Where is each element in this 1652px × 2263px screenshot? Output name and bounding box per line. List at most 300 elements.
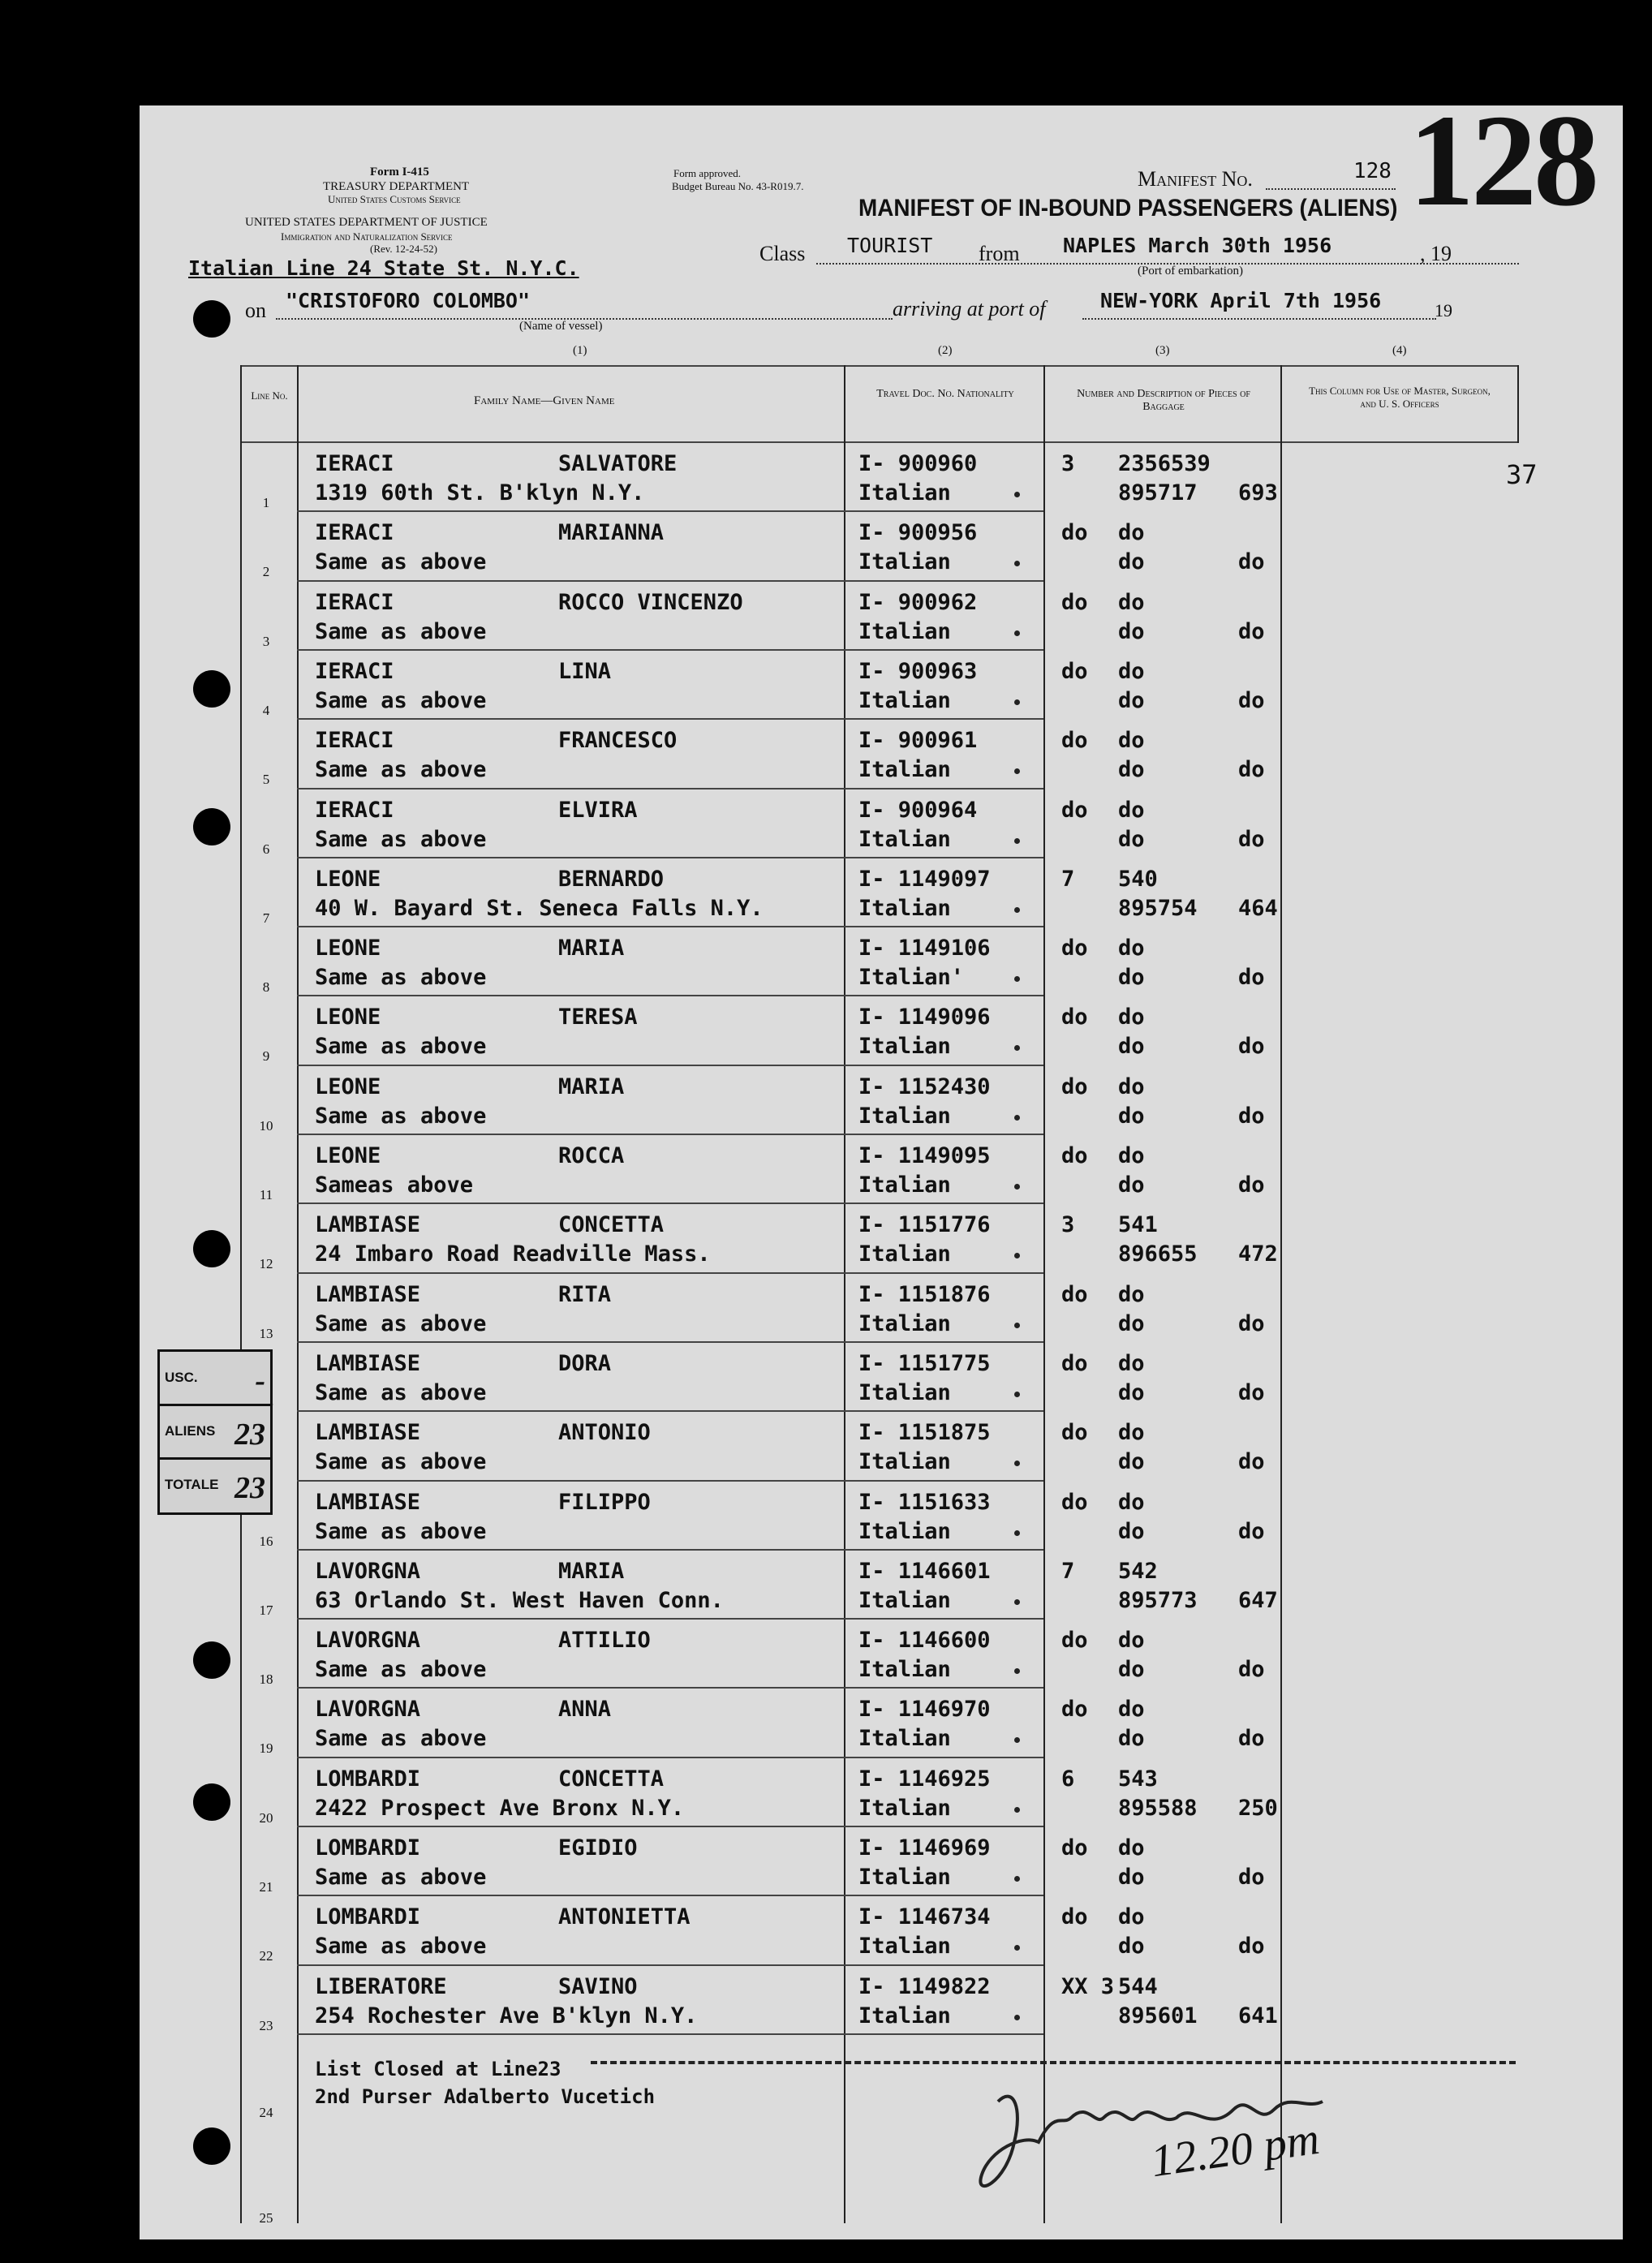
- baggage-ticket: 896655: [1118, 1241, 1198, 1267]
- closing-line-1: List Closed at Line23: [315, 2058, 561, 2080]
- baggage-weight: do: [1238, 965, 1265, 991]
- baggage-count: do: [1061, 1904, 1088, 1930]
- family-name: LAMBIASE: [315, 1281, 421, 1307]
- baggage-weight: do: [1238, 549, 1265, 575]
- line-number: 8: [262, 979, 270, 996]
- baggage-count: do: [1061, 520, 1088, 546]
- tally-usc: [160, 1352, 270, 1406]
- given-name: CONCETTA: [558, 1766, 665, 1792]
- row-divider: [297, 2033, 1043, 2035]
- baggage-count: 7: [1061, 1558, 1075, 1584]
- family-name: LEONE: [315, 1073, 381, 1099]
- family-name: IERACI: [315, 728, 394, 754]
- family-name: IERACI: [315, 797, 394, 823]
- line-number-25: 25: [259, 2210, 273, 2226]
- baggage-weight: do: [1238, 1657, 1265, 1683]
- check-dot: [1014, 630, 1020, 636]
- col-header-name: Family Name—Given Name: [474, 394, 615, 407]
- baggage-weight: 472: [1238, 1241, 1278, 1267]
- page-number: 128: [1409, 88, 1596, 234]
- baggage-ticket: 895601: [1118, 2003, 1198, 2029]
- inspector-signature: [966, 2077, 1355, 2207]
- check-dot: [1014, 1530, 1020, 1536]
- baggage-ticket: do: [1118, 1172, 1145, 1198]
- family-name: LOMBARDI: [315, 1766, 421, 1792]
- form-number: Form I-415: [370, 166, 429, 179]
- tally-box: [157, 1349, 273, 1515]
- baggage-weight: do: [1238, 1379, 1265, 1405]
- side-number: 37: [1506, 459, 1538, 490]
- travel-doc-no: I- 1146970: [858, 1697, 991, 1723]
- baggage-count: XX 3: [1061, 1973, 1115, 1999]
- class-value: TOURIST: [847, 234, 933, 257]
- baggage-tag: do: [1118, 589, 1145, 615]
- travel-doc-no: I- 1149095: [858, 1143, 991, 1168]
- travel-doc-no: I- 900963: [858, 658, 978, 684]
- travel-doc-no: I- 1151876: [858, 1281, 991, 1307]
- given-name: CONCETTA: [558, 1212, 665, 1238]
- baggage-count: do: [1061, 1835, 1088, 1861]
- col-header-travel-doc: Travel Doc. No. Nationality: [876, 388, 1014, 400]
- address: 2422 Prospect Ave Bronx N.Y.: [315, 1795, 685, 1821]
- given-name: ROCCA: [558, 1143, 625, 1168]
- tally-aliens-label: ALIENS: [165, 1423, 216, 1439]
- address: 1319 60th St. B'klyn N.Y.: [315, 480, 645, 506]
- row-divider: [297, 649, 1043, 651]
- row-divider: [297, 510, 1043, 512]
- baggage-tag: do: [1118, 520, 1145, 546]
- check-dot: [1014, 1115, 1020, 1121]
- baggage-count: do: [1061, 1005, 1088, 1030]
- travel-doc-no: I- 1146734: [858, 1904, 991, 1930]
- line-number: 23: [259, 2017, 273, 2033]
- line-number: 6: [262, 841, 270, 857]
- address: Same as above: [315, 1865, 487, 1890]
- row-divider: [297, 788, 1043, 789]
- col-number-1: (1): [573, 344, 587, 357]
- address: Same as above: [315, 1103, 487, 1129]
- nationality: Italian: [858, 687, 951, 713]
- baggage-ticket: do: [1118, 1865, 1145, 1890]
- baggage-weight: 693: [1238, 480, 1278, 506]
- check-dot: [1014, 492, 1020, 497]
- arriving-label: arriving at port of: [893, 297, 1046, 321]
- baggage-ticket: do: [1118, 687, 1145, 713]
- baggage-count: do: [1061, 1350, 1088, 1376]
- given-name: RITA: [558, 1281, 612, 1307]
- baggage-count: do: [1061, 589, 1088, 615]
- nationality: Italian: [858, 1795, 951, 1821]
- row-divider: [297, 857, 1043, 858]
- given-name: TERESA: [558, 1005, 638, 1030]
- line-number: 9: [262, 1048, 270, 1065]
- given-name: EGIDIO: [558, 1835, 638, 1861]
- form-approved: Form approved.: [673, 167, 742, 179]
- nationality: Italian: [858, 549, 951, 575]
- travel-doc-no: I- 1146600: [858, 1628, 991, 1654]
- punch-hole: [193, 300, 230, 338]
- baggage-tag: do: [1118, 1697, 1145, 1723]
- baggage-weight: do: [1238, 757, 1265, 783]
- address: Same as above: [315, 1310, 487, 1336]
- travel-doc-no: I- 1146969: [858, 1835, 991, 1861]
- budget-bureau: Budget Bureau No. 43-R019.7.: [672, 180, 804, 192]
- baggage-ticket: do: [1118, 1657, 1145, 1683]
- travel-doc-no: I- 1149096: [858, 1005, 991, 1030]
- baggage-count: do: [1061, 728, 1088, 754]
- row-divider: [297, 1964, 1043, 1966]
- address: Same as above: [315, 618, 487, 644]
- check-dot: [1014, 1392, 1020, 1397]
- line-number: 21: [259, 1879, 273, 1895]
- given-name: ATTILIO: [558, 1628, 651, 1654]
- from-label: from: [979, 242, 1020, 265]
- family-name: LAVORGNA: [315, 1697, 421, 1723]
- travel-doc-no: I- 1151875: [858, 1420, 991, 1446]
- travel-doc-no: I- 1149106: [858, 936, 991, 962]
- baggage-tag: do: [1118, 1073, 1145, 1099]
- tally-total-value: 23: [234, 1471, 265, 1505]
- baggage-weight: do: [1238, 826, 1265, 852]
- line-number: 10: [259, 1117, 273, 1134]
- row-divider: [297, 718, 1043, 720]
- baggage-weight: 250: [1238, 1795, 1278, 1821]
- line-number: 3: [262, 633, 270, 649]
- given-name: LINA: [558, 658, 612, 684]
- baggage-weight: do: [1238, 1103, 1265, 1129]
- travel-doc-no: I- 900964: [858, 797, 978, 823]
- row-divider: [297, 1549, 1043, 1551]
- nationality: Italian': [858, 965, 965, 991]
- baggage-weight: do: [1238, 1865, 1265, 1890]
- class-label: Class: [759, 242, 806, 265]
- address: Same as above: [315, 1934, 487, 1960]
- line-number: 12: [259, 1256, 273, 1272]
- tally-usc-label: USC.: [165, 1370, 198, 1385]
- travel-doc-no: I- 1146601: [858, 1558, 991, 1584]
- address: Same as above: [315, 1379, 487, 1405]
- nationality: Italian: [858, 757, 951, 783]
- check-dot: [1014, 1876, 1020, 1882]
- line-number: 18: [259, 1671, 273, 1688]
- family-name: IERACI: [315, 589, 394, 615]
- given-name: FILIPPO: [558, 1489, 651, 1515]
- shipping-line: Italian Line 24 State St. N.Y.C.: [188, 256, 579, 280]
- family-name: LAMBIASE: [315, 1420, 421, 1446]
- given-name: FRANCESCO: [558, 728, 678, 754]
- baggage-tag: 541: [1118, 1212, 1158, 1238]
- tally-aliens-value: 23: [234, 1418, 265, 1452]
- punch-hole: [193, 2127, 230, 2165]
- travel-doc-no: I- 1149822: [858, 1973, 991, 1999]
- ins-service: Immigration and Naturalization Service: [281, 230, 453, 243]
- row-divider: [297, 1272, 1043, 1274]
- baggage-count: do: [1061, 1143, 1088, 1168]
- row-divider: [297, 1065, 1043, 1066]
- address: Same as above: [315, 549, 487, 575]
- baggage-ticket: do: [1118, 549, 1145, 575]
- family-name: IERACI: [315, 658, 394, 684]
- family-name: LOMBARDI: [315, 1835, 421, 1861]
- family-name: LAVORGNA: [315, 1558, 421, 1584]
- handwritten-time: 12.20 pm: [1147, 2113, 1323, 2188]
- baggage-count: do: [1061, 1281, 1088, 1307]
- given-name: MARIA: [558, 936, 625, 962]
- line-number: 17: [259, 1602, 273, 1618]
- row-divider: [297, 926, 1043, 927]
- col-number-3: (3): [1155, 344, 1170, 357]
- nationality: Italian: [858, 1103, 951, 1129]
- baggage-ticket: do: [1118, 1103, 1145, 1129]
- manifest-no-label: Manifest No.: [1138, 167, 1253, 191]
- row-divider: [297, 995, 1043, 996]
- family-name: IERACI: [315, 520, 394, 546]
- nationality: Italian: [858, 1726, 951, 1752]
- baggage-ticket: do: [1118, 1379, 1145, 1405]
- family-name: IERACI: [315, 451, 394, 476]
- baggage-weight: do: [1238, 1518, 1265, 1544]
- customs-service: United States Customs Service: [328, 193, 461, 205]
- line-number-24: 24: [259, 2105, 273, 2120]
- check-dot: [1014, 907, 1020, 913]
- baggage-weight: do: [1238, 1172, 1265, 1198]
- check-dot: [1014, 1323, 1020, 1328]
- row-divider: [297, 1341, 1043, 1343]
- nationality: Italian: [858, 1310, 951, 1336]
- baggage-weight: 641: [1238, 2003, 1278, 2029]
- nationality: Italian: [858, 1449, 951, 1475]
- check-dot: [1014, 1184, 1020, 1190]
- baggage-weight: do: [1238, 1726, 1265, 1752]
- baggage-count: do: [1061, 936, 1088, 962]
- nationality: Italian: [858, 1587, 951, 1613]
- baggage-tag: do: [1118, 936, 1145, 962]
- address: Same as above: [315, 965, 487, 991]
- baggage-tag: 2356539: [1118, 451, 1211, 476]
- row-divider: [297, 1410, 1043, 1412]
- closing-line-2: 2nd Purser Adalberto Vucetich: [315, 2085, 656, 2108]
- baggage-ticket: do: [1118, 1034, 1145, 1060]
- baggage-tag: do: [1118, 1281, 1145, 1307]
- line-number: 13: [259, 1325, 273, 1341]
- baggage-weight: do: [1238, 1310, 1265, 1336]
- nationality: Italian: [858, 1934, 951, 1960]
- arriving-suffix: 19: [1435, 300, 1452, 321]
- baggage-ticket: do: [1118, 965, 1145, 991]
- punch-hole: [193, 808, 230, 845]
- baggage-ticket: 895717: [1118, 480, 1198, 506]
- tally-aliens: [160, 1405, 270, 1460]
- family-name: LEONE: [315, 1005, 381, 1030]
- line-number: 16: [259, 1533, 273, 1549]
- address: Same as above: [315, 1034, 487, 1060]
- col-number-2: (2): [938, 344, 953, 357]
- travel-doc-no: I- 900961: [858, 728, 978, 754]
- row-divider: [297, 1895, 1043, 1896]
- baggage-weight: do: [1238, 1934, 1265, 1960]
- address: 40 W. Bayard St. Seneca Falls N.Y.: [315, 895, 764, 921]
- nationality: Italian: [858, 895, 951, 921]
- baggage-tag: do: [1118, 1835, 1145, 1861]
- baggage-count: do: [1061, 1628, 1088, 1654]
- address: 63 Orlando St. West Haven Conn.: [315, 1587, 724, 1613]
- check-dot: [1014, 1599, 1020, 1605]
- check-dot: [1014, 838, 1020, 844]
- nationality: Italian: [858, 618, 951, 644]
- family-name: LAVORGNA: [315, 1628, 421, 1654]
- nationality: Italian: [858, 1865, 951, 1890]
- baggage-count: 7: [1061, 866, 1075, 892]
- col-header-line-no: Line No.: [251, 389, 288, 402]
- given-name: ELVIRA: [558, 797, 638, 823]
- nationality: Italian: [858, 1379, 951, 1405]
- address: Same as above: [315, 1518, 487, 1544]
- travel-doc-no: I- 1152430: [858, 1073, 991, 1099]
- row-divider: [297, 1687, 1043, 1689]
- row-divider: [297, 1618, 1043, 1620]
- baggage-tag: 542: [1118, 1558, 1158, 1584]
- vessel-name: "CRISTOFORO COLOMBO": [286, 289, 531, 312]
- baggage-ticket: do: [1118, 1518, 1145, 1544]
- travel-doc-no: I- 1151633: [858, 1489, 991, 1515]
- baggage-weight: do: [1238, 1449, 1265, 1475]
- row-divider: [297, 1134, 1043, 1135]
- year-suffix: , 19: [1420, 242, 1452, 265]
- given-name: SAVINO: [558, 1973, 638, 1999]
- nationality: Italian: [858, 1034, 951, 1060]
- line-number: 5: [262, 772, 270, 788]
- family-name: LAMBIASE: [315, 1350, 421, 1376]
- manifest-no-value: 128: [1353, 159, 1392, 183]
- address: Same as above: [315, 1726, 487, 1752]
- address: Same as above: [315, 687, 487, 713]
- justice-dept: UNITED STATES DEPARTMENT OF JUSTICE: [245, 216, 488, 229]
- given-name: MARIANNA: [558, 520, 665, 546]
- baggage-weight: 464: [1238, 895, 1278, 921]
- line-number: 20: [259, 1809, 273, 1826]
- tally-total-label: TOTALE: [165, 1477, 219, 1492]
- baggage-count: 3: [1061, 1212, 1075, 1238]
- baggage-count: 6: [1061, 1766, 1075, 1792]
- travel-doc-no: I- 1149097: [858, 866, 991, 892]
- travel-doc-no: I- 900962: [858, 589, 978, 615]
- family-name: LEONE: [315, 1143, 381, 1168]
- baggage-ticket: 895754: [1118, 895, 1198, 921]
- baggage-ticket: do: [1118, 1934, 1145, 1960]
- baggage-ticket: do: [1118, 618, 1145, 644]
- vessel-name-label: (Name of vessel): [519, 320, 603, 333]
- travel-doc-no: I- 1146925: [858, 1766, 991, 1792]
- family-name: LOMBARDI: [315, 1904, 421, 1930]
- baggage-tag: do: [1118, 658, 1145, 684]
- nationality: Italian: [858, 1657, 951, 1683]
- row-divider: [297, 1757, 1043, 1758]
- line-number: 19: [259, 1740, 273, 1757]
- given-name: MARIA: [558, 1558, 625, 1584]
- baggage-ticket: do: [1118, 1726, 1145, 1752]
- baggage-weight: do: [1238, 618, 1265, 644]
- travel-doc-no: I- 900956: [858, 520, 978, 546]
- address: Same as above: [315, 1449, 487, 1475]
- given-name: SALVATORE: [558, 451, 678, 476]
- baggage-ticket: do: [1118, 1449, 1145, 1475]
- travel-doc-no: I- 1151775: [858, 1350, 991, 1376]
- baggage-count: 3: [1061, 451, 1075, 476]
- address: Same as above: [315, 826, 487, 852]
- col-number-4: (4): [1392, 344, 1407, 357]
- nationality: Italian: [858, 2003, 951, 2029]
- form-revision: (Rev. 12-24-52): [370, 243, 437, 255]
- punch-hole: [193, 1641, 230, 1679]
- check-dot: [1014, 1807, 1020, 1813]
- tally-total: [160, 1459, 270, 1511]
- given-name: ROCCO VINCENZO: [558, 589, 743, 615]
- family-name: LEONE: [315, 866, 381, 892]
- given-name: ANTONIO: [558, 1420, 651, 1446]
- tally-usc-value: -: [255, 1364, 265, 1398]
- baggage-count: do: [1061, 797, 1088, 823]
- line-number: 11: [259, 1187, 273, 1202]
- check-dot: [1014, 2015, 1020, 2020]
- given-name: BERNARDO: [558, 866, 665, 892]
- baggage-ticket: 895773: [1118, 1587, 1198, 1613]
- travel-doc-no: I- 1151776: [858, 1212, 991, 1238]
- baggage-tag: 544: [1118, 1973, 1158, 1999]
- baggage-tag: 540: [1118, 866, 1158, 892]
- row-divider: [297, 1202, 1043, 1204]
- row-divider: [297, 580, 1043, 582]
- col-header-baggage: Number and Description of Pieces of Baggage: [1077, 388, 1250, 413]
- line-number: 1: [262, 495, 270, 510]
- nationality: Italian: [858, 480, 951, 506]
- arriving-value: NEW-YORK April 7th 1956: [1100, 289, 1382, 312]
- nationality: Italian: [858, 1172, 951, 1198]
- check-dot: [1014, 699, 1020, 705]
- baggage-tag: 543: [1118, 1766, 1158, 1792]
- baggage-count: do: [1061, 1489, 1088, 1515]
- line-number: 7: [262, 910, 270, 926]
- baggage-count: do: [1061, 1697, 1088, 1723]
- baggage-count: do: [1061, 658, 1088, 684]
- baggage-weight: do: [1238, 687, 1265, 713]
- punch-hole: [193, 670, 230, 708]
- baggage-tag: do: [1118, 1420, 1145, 1446]
- punch-hole: [193, 1783, 230, 1821]
- line-number: 2: [262, 564, 270, 580]
- baggage-tag: do: [1118, 1628, 1145, 1654]
- on-label: on: [245, 299, 266, 322]
- row-divider: [297, 1826, 1043, 1827]
- line-number: 4: [262, 702, 270, 718]
- baggage-tag: do: [1118, 1904, 1145, 1930]
- baggage-count: do: [1061, 1073, 1088, 1099]
- baggage-tag: do: [1118, 1350, 1145, 1376]
- baggage-weight: do: [1238, 1034, 1265, 1060]
- baggage-ticket: do: [1118, 826, 1145, 852]
- port-embarkation-label: (Port of embarkation): [1138, 265, 1243, 277]
- address: Same as above: [315, 1657, 487, 1683]
- travel-doc-no: I- 900960: [858, 451, 978, 476]
- from-value: NAPLES March 30th 1956: [1063, 234, 1332, 257]
- baggage-tag: do: [1118, 728, 1145, 754]
- baggage-tag: do: [1118, 1005, 1145, 1030]
- nationality: Italian: [858, 1241, 951, 1267]
- punch-hole: [193, 1230, 230, 1267]
- address: Same as above: [315, 757, 487, 783]
- family-name: LEONE: [315, 936, 381, 962]
- baggage-tag: do: [1118, 1143, 1145, 1168]
- baggage-ticket: 895588: [1118, 1795, 1198, 1821]
